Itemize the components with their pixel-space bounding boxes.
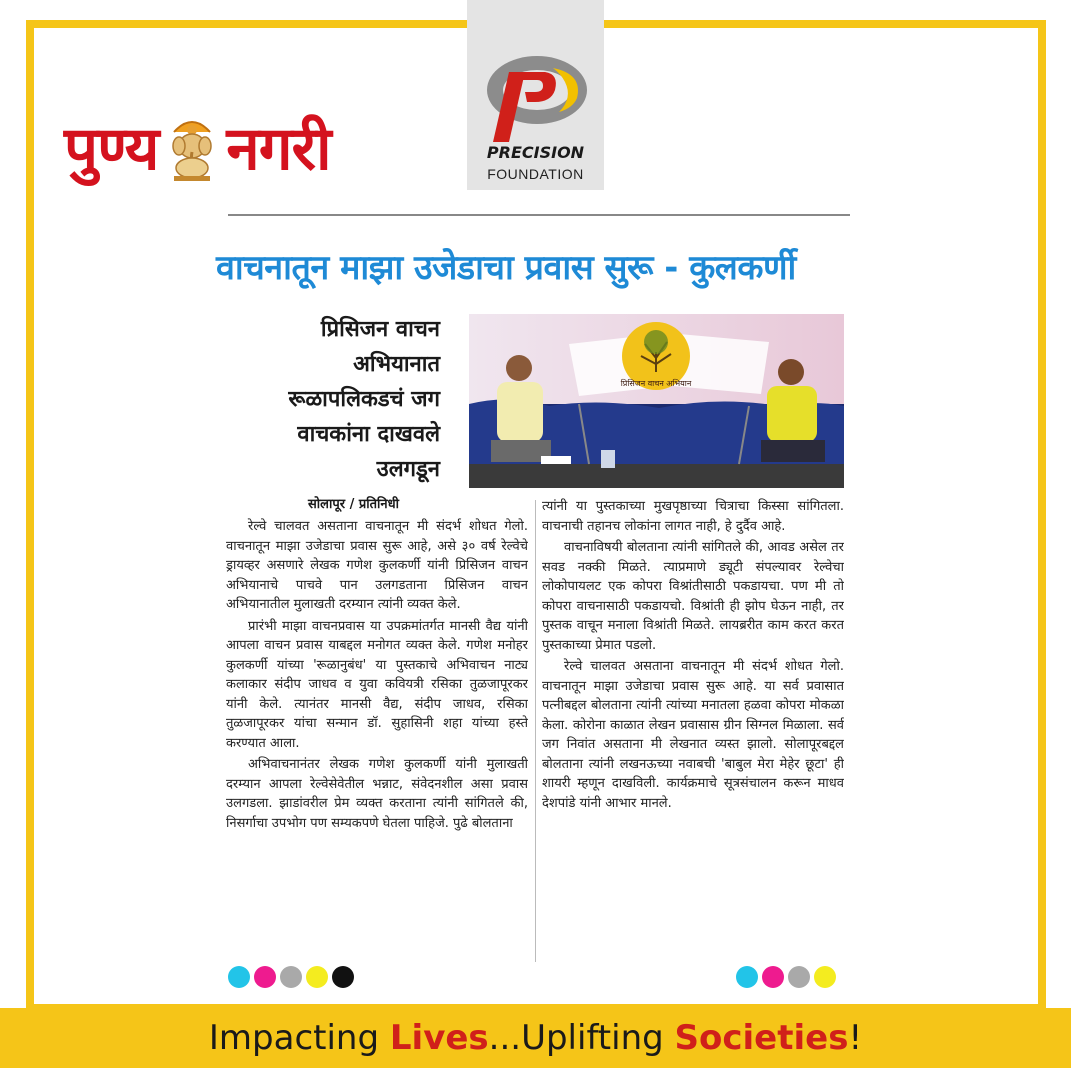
subhead-line: प्रिसिजन वाचन <box>320 317 440 342</box>
newspaper-name-part1: पुण्य <box>64 114 159 184</box>
article-paragraph: रेल्वे चालवत असताना वाचनातून मी संदर्भ शोधत गेलो. वाचनातून माझा उजेडाचा प्रवास सुरू आहे. या सर्व प्रवासात पत्नीबद्दल बोलताना त्यांनी त्यांच्या मनातला हळवा कोपरा मोकळा केला. कोरोना काळात लेखन प्रवासास ग्रीन सिग्नल मिळाला. सर्व जग निवांत असताना मी लेखनात व्यस्त झालो. सोलापूरबद्दल बोलताना त्यांनी लखनऊच्या नवाबची 'बाबुल मेरा मेहेर छूटा' ही शायरी म्हणून दाखविली. कार्यक्रमाचे सूत्रसंचालन करून माधव देशपांडे यांनी आभार मानले. <box>542 659 844 811</box>
subhead-line: अभियानात <box>353 352 440 377</box>
article-column-right <box>542 497 844 963</box>
tagline-text: Impacting <box>208 1018 390 1058</box>
registration-dot <box>814 966 836 988</box>
photo-banner-text: प्रिसिजन वाचन अभियान <box>620 379 692 388</box>
tagline-text: ! <box>848 1018 863 1058</box>
foundation-subtitle: FOUNDATION <box>487 166 584 182</box>
registration-dot <box>332 966 354 988</box>
column-divider <box>535 500 536 962</box>
tagline-text: ...Uplifting <box>488 1018 675 1058</box>
article-subhead <box>262 312 440 487</box>
byline: सोलापूर / प्रतिनिधी <box>308 497 399 512</box>
registration-dot <box>306 966 328 988</box>
article-paragraph: रेल्वे चालवत असताना वाचनातून मी संदर्भ शोधत गेलो. वाचनातून माझा उजेडाचा प्रवास सुरू आहे, असे ३० वर्ष रेल्वेचे ड्रायव्हर असणारे लेखक गणेश कुलकर्णी यांनी प्रिसिजन वाचन अभियानाचे पाचवे पान उलगडताना प्रिसिजन वाचन अभियानातील मुलाखती दरम्यान त्यांनी व्यक्त केले. <box>226 519 528 612</box>
registration-dot <box>788 966 810 988</box>
article-paragraph: त्यांनी या पुस्तकाच्या मुखपृष्ठाच्या चित्राचा किस्सा सांगितला. वाचनाची तहानच लोकांना लागत नाही, हे दुर्दैव आहे. <box>542 499 844 534</box>
article-paragraph: वाचनाविषयी बोलताना त्यांनी सांगितले की, आवड असेल तर सवड नक्की मिळते. त्याप्रमाणे ड्यूटी संपल्यावर रेल्वेचा लोकोपायलट एक कोपरा विश्रांतीसाठी पकडायचा. पण मी तो कोपरा वाचनासाठी पकडायचो. विश्रांती ही झोप घेऊन नाही, तर पुस्तक वाचून मनाला विश्रांती मिळते. लायब्ररीत काम करत करत पुस्तकाच्या प्रेमात पडलो. <box>542 540 844 653</box>
registration-dot <box>254 966 276 988</box>
event-photo <box>469 314 844 488</box>
registration-dot <box>762 966 784 988</box>
tagline-banner <box>0 1008 1071 1068</box>
ganesh-emblem-icon <box>164 110 220 182</box>
print-registration-marks-left <box>228 966 354 988</box>
newspaper-name-part2: नगरी <box>226 114 331 184</box>
registration-dot <box>228 966 250 988</box>
newspaper-logo <box>64 104 386 188</box>
event-stage-illustration <box>469 314 844 488</box>
subhead-line: रूळापलिकडचं जग <box>288 387 440 412</box>
subhead-line: उलगडून <box>376 457 440 482</box>
divider-rule <box>228 214 850 216</box>
subhead-line: वाचकांना दाखवले <box>297 422 440 447</box>
foundation-name: PRECISION <box>486 143 585 162</box>
registration-dot <box>736 966 758 988</box>
tagline-accent-lives: Lives <box>389 1018 489 1058</box>
precision-p-mark-icon <box>479 50 591 142</box>
article-paragraph: प्रारंभी माझा वाचनप्रवास या उपक्रमांतर्गत मानसी वैद्य यांनी आपला वाचन प्रवास याबद्दल मनोगत व्यक्त केले. गणेश मनोहर कुलकर्णी यांच्या 'रूळानुबंध' या पुस्तकाचे अभिवाचन नाट्य कलाकार संदीप जाधव व युवा कवियत्री रसिका तुळजापूरकर यांनी केले. त्यानंतर मानसी वैद्य, संदीप जाधव, रसिका तुळजापूरकर यांचा सन्मान डॉ. सुहासिनी शहा यांच्या हस्ते करण्यात आला. <box>226 618 528 751</box>
precision-foundation-logo <box>467 0 604 190</box>
print-registration-marks-right <box>736 966 836 988</box>
registration-dot <box>280 966 302 988</box>
tagline-accent-societies: Societies <box>674 1018 849 1058</box>
article-paragraph: अभिवाचनानंतर लेखक गणेश कुलकर्णी यांनी मुलाखती दरम्यान आपला रेल्वेसेवेतील भन्नाट, संवेदनशील असा प्रवास उलगडला. झाडांवरील प्रेम व्यक्त करताना त्यांनी सांगितले की, निसर्गाचा उपभोग पण सम्यकपणे घेतला पाहिजे. पुढे बोलताना <box>226 757 528 831</box>
article-column-left <box>226 517 528 965</box>
article-headline: वाचनातून माझा उजेडाचा प्रवास सुरू - कुलकर्णी <box>216 248 796 288</box>
